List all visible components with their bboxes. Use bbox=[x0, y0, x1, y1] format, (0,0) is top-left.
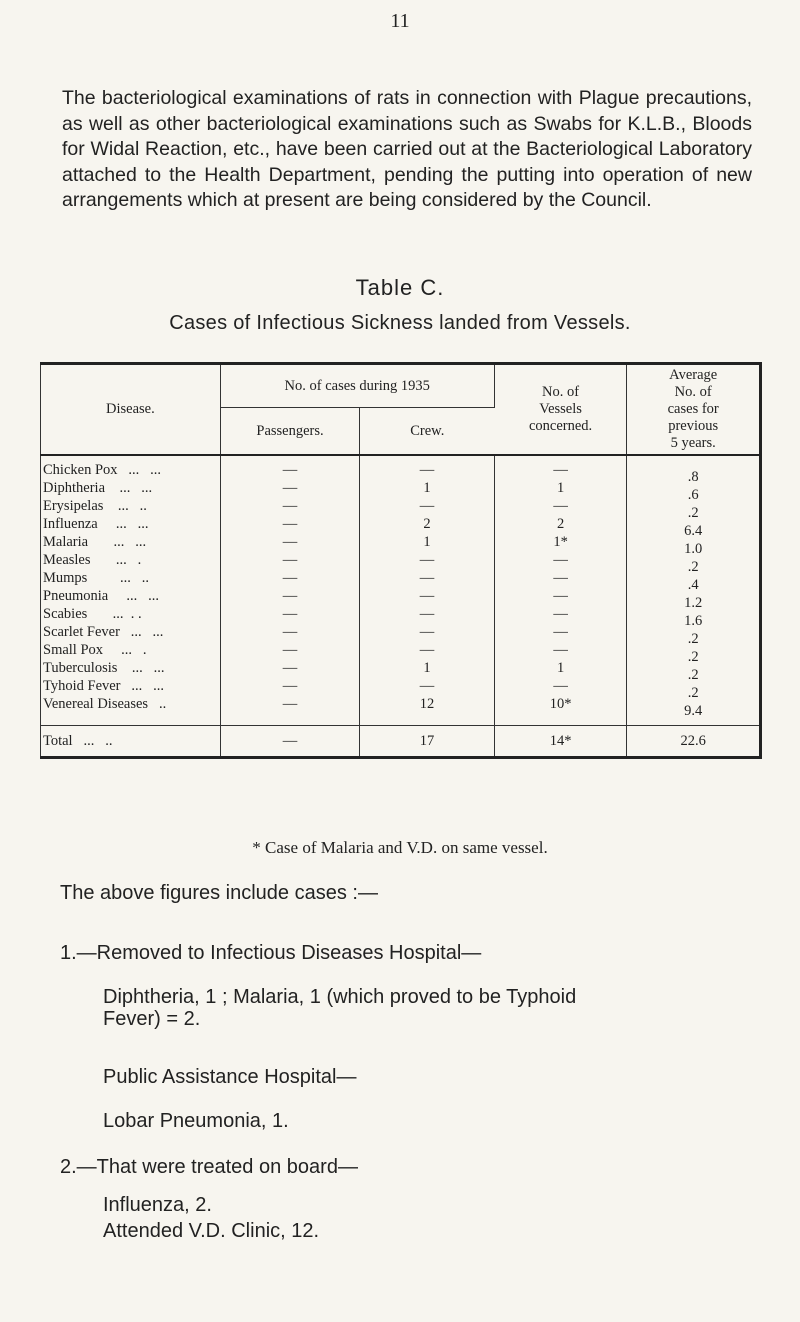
cell-passengers: — bbox=[220, 515, 360, 533]
cell-crew: — bbox=[360, 569, 494, 587]
cell-disease: Diphtheria ... ... bbox=[41, 479, 221, 497]
cell-passengers: — bbox=[220, 569, 360, 587]
infectious-sickness-table bbox=[40, 362, 762, 759]
table-title: Table C. bbox=[355, 275, 445, 300]
note-item2-heading: 2.—That were treated on board— bbox=[60, 1156, 358, 1178]
cell-passengers: — bbox=[220, 587, 360, 605]
total-average: 22.6 bbox=[627, 726, 761, 758]
average-value: .2 bbox=[687, 685, 699, 701]
cell-disease: Scabies ... . . bbox=[41, 605, 221, 623]
total-passengers: — bbox=[220, 726, 360, 758]
cell-vessels: — bbox=[494, 569, 627, 587]
note-item1-sub-line: Lobar Pneumonia, 1. bbox=[103, 1110, 289, 1132]
cell-crew: 12 bbox=[360, 695, 494, 726]
table-total bbox=[41, 726, 761, 758]
cell-passengers: — bbox=[220, 623, 360, 641]
cell-crew: 1 bbox=[360, 659, 494, 677]
total-label: Total ... .. bbox=[41, 726, 221, 758]
cell-disease: Mumps ... .. bbox=[41, 569, 221, 587]
table-row bbox=[41, 569, 761, 587]
cell-crew: — bbox=[360, 623, 494, 641]
cell-disease: Tuberculosis ... ... bbox=[41, 659, 221, 677]
cell-vessels: — bbox=[494, 677, 627, 695]
average-value: .8 bbox=[687, 469, 699, 485]
header-passengers: Passengers. bbox=[220, 408, 360, 456]
notes-lead: The above figures include cases :— bbox=[60, 882, 378, 904]
cell-disease: Tyhoid Fever ... ... bbox=[41, 677, 221, 695]
cell-crew: 2 bbox=[360, 515, 494, 533]
table-row bbox=[41, 677, 761, 695]
table-row bbox=[41, 479, 761, 497]
cell-vessels: — bbox=[494, 623, 627, 641]
cell-passengers: — bbox=[220, 677, 360, 695]
cell-crew: — bbox=[360, 551, 494, 569]
table-row bbox=[41, 659, 761, 677]
average-value: 9.4 bbox=[684, 703, 703, 719]
cell-crew: 1 bbox=[360, 479, 494, 497]
footnote: * Case of Malaria and V.D. on same vessel. bbox=[252, 838, 548, 857]
note-item1-heading: 1.—Removed to Infectious Diseases Hospital— bbox=[60, 942, 482, 964]
cell-vessels: — bbox=[494, 641, 627, 659]
average-value: 1.0 bbox=[684, 541, 703, 557]
intro-paragraph: The bacteriological examinations of rats in connection with Plague precautions, as well as other bacteriological examinations such as Swabs for K.L.B., Bloods for Widal Reaction, etc., have been carried out at the Bacteriological Laboratory attached to the Health Department, pending the putting into operation of new arrangements which at present are being considered by the Council. bbox=[62, 87, 752, 211]
cell-vessels: — bbox=[494, 605, 627, 623]
average-value: 6.4 bbox=[684, 523, 703, 539]
note-item1-sub-heading: Public Assistance Hospital— bbox=[103, 1066, 357, 1088]
cell-crew: — bbox=[360, 587, 494, 605]
cell-disease: Scarlet Fever ... ... bbox=[41, 623, 221, 641]
cell-crew: 1 bbox=[360, 533, 494, 551]
table-row bbox=[41, 623, 761, 641]
cell-average bbox=[627, 455, 761, 485]
cell-passengers: — bbox=[220, 479, 360, 497]
header-cases-group: No. of cases during 1935 bbox=[220, 364, 494, 408]
table-row bbox=[41, 455, 761, 479]
note-item1-line2: Fever) = 2. bbox=[103, 1008, 201, 1030]
cell-vessels: 10* bbox=[494, 695, 627, 726]
cell-crew: — bbox=[360, 497, 494, 515]
header-average: Average No. of cases for previous 5 years. bbox=[627, 364, 761, 456]
cell-disease: Erysipelas ... .. bbox=[41, 497, 221, 515]
cell-vessels: 2 bbox=[494, 515, 627, 533]
average-value: .2 bbox=[687, 505, 699, 521]
cell-vessels: — bbox=[494, 551, 627, 569]
cell-vessels: 1* bbox=[494, 533, 627, 551]
table-row bbox=[41, 587, 761, 605]
average-value: 1.6 bbox=[684, 613, 703, 629]
average-value: .2 bbox=[687, 631, 699, 647]
header-crew: Crew. bbox=[360, 408, 494, 456]
table-row bbox=[41, 641, 761, 659]
cell-disease: Pneumonia ... ... bbox=[41, 587, 221, 605]
cell-disease: Malaria ... ... bbox=[41, 533, 221, 551]
cell-passengers: — bbox=[220, 533, 360, 551]
average-value: 1.2 bbox=[684, 595, 703, 611]
cell-passengers: — bbox=[220, 695, 360, 726]
average-value: .6 bbox=[687, 487, 699, 503]
table-subtitle: Cases of Infectious Sickness landed from Vessels. bbox=[169, 312, 631, 334]
table-row bbox=[41, 551, 761, 569]
cell-passengers: — bbox=[220, 641, 360, 659]
page-number: 11 bbox=[390, 10, 410, 32]
cell-passengers: — bbox=[220, 551, 360, 569]
table-row bbox=[41, 497, 761, 515]
header-vessels: No. of Vessels concerned. bbox=[494, 364, 627, 456]
cell-passengers: — bbox=[220, 455, 360, 479]
total-vessels: 14* bbox=[494, 726, 627, 758]
average-value: .2 bbox=[687, 649, 699, 665]
cell-disease: Chicken Pox ... ... bbox=[41, 455, 221, 479]
cell-vessels: 1 bbox=[494, 479, 627, 497]
total-row bbox=[41, 726, 761, 758]
cell-disease: Venereal Diseases .. bbox=[41, 695, 221, 726]
cell-vessels: 1 bbox=[494, 659, 627, 677]
cell-disease: Measles ... . bbox=[41, 551, 221, 569]
average-value: .2 bbox=[687, 559, 699, 575]
cell-passengers: — bbox=[220, 605, 360, 623]
note-item1-line1: Diphtheria, 1 ; Malaria, 1 (which proved to be Typhoid bbox=[103, 986, 577, 1008]
cell-passengers: — bbox=[220, 497, 360, 515]
header-disease: Disease. bbox=[41, 364, 221, 456]
cell-disease: Small Pox ... . bbox=[41, 641, 221, 659]
table-row bbox=[41, 533, 761, 551]
cell-vessels: — bbox=[494, 455, 627, 479]
cell-passengers: — bbox=[220, 659, 360, 677]
table-row bbox=[41, 515, 761, 533]
cell-vessels: — bbox=[494, 497, 627, 515]
total-crew: 17 bbox=[360, 726, 494, 758]
table-body bbox=[41, 455, 761, 726]
cell-crew: — bbox=[360, 455, 494, 479]
average-value: .2 bbox=[687, 667, 699, 683]
table-row bbox=[41, 695, 761, 726]
cell-crew: — bbox=[360, 677, 494, 695]
table-row bbox=[41, 605, 761, 623]
cell-crew: — bbox=[360, 605, 494, 623]
cell-vessels: — bbox=[494, 587, 627, 605]
cell-disease: Influenza ... ... bbox=[41, 515, 221, 533]
note-item2-line2: Attended V.D. Clinic, 12. bbox=[103, 1220, 320, 1242]
cell-crew: — bbox=[360, 641, 494, 659]
note-item2-line1: Influenza, 2. bbox=[103, 1194, 212, 1216]
average-value: .4 bbox=[687, 577, 699, 593]
